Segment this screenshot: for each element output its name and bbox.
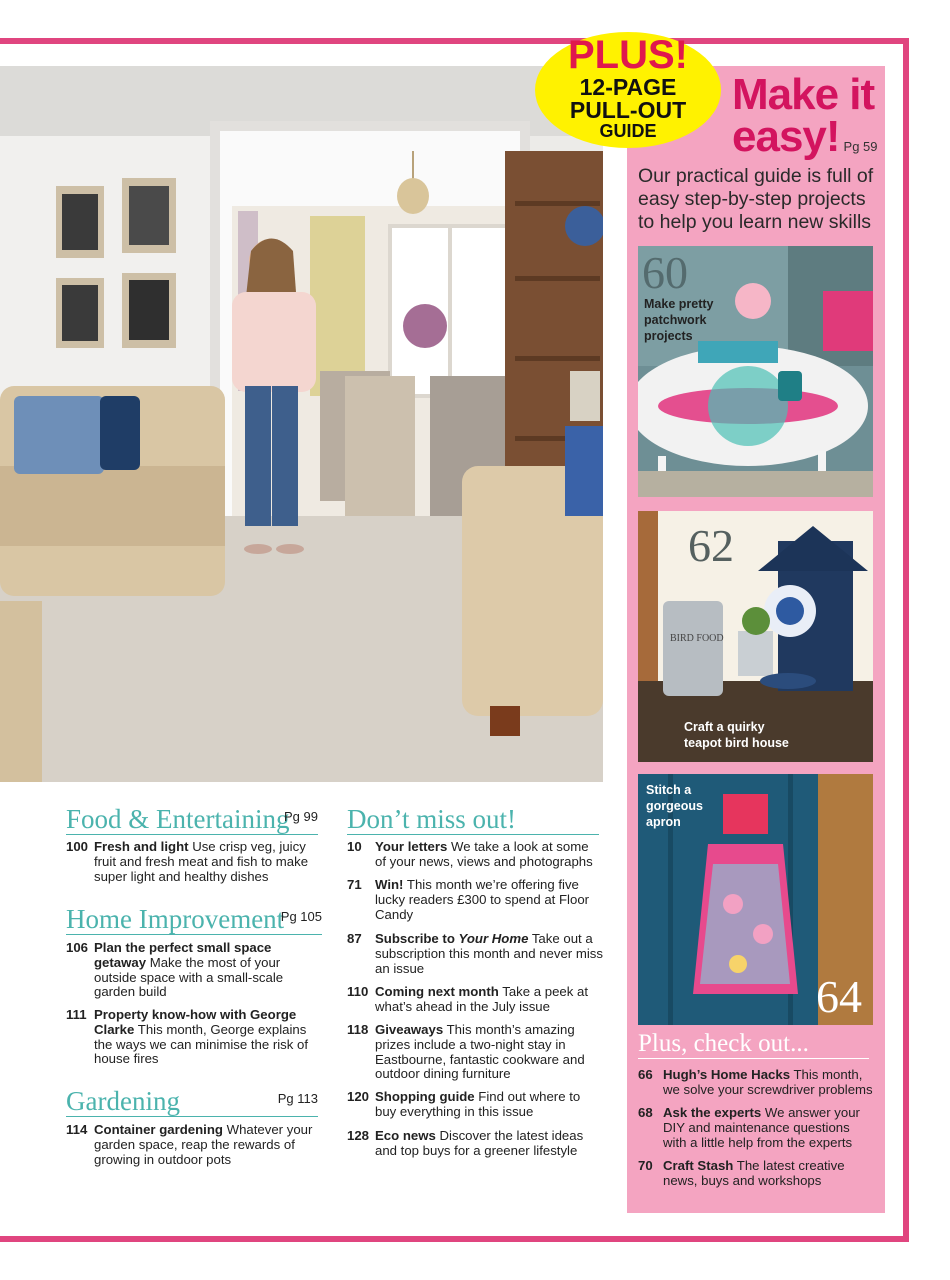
- plus-check-item: [638, 1106, 874, 1150]
- item-headline: Plan the perfect small space getaway: [94, 940, 272, 970]
- item-body: Use crisp veg, juicy fruit and fresh meat and fish to make super light and healthy dishes: [94, 839, 309, 884]
- item-body: This month’s amazing prizes include a two-night stay in Eastbourne, fantastic cookware and outdoor dining furniture: [375, 1022, 585, 1082]
- project-caption-60: Make pretty patchwork projects: [644, 297, 714, 343]
- teapot-birdhouse-photo: [638, 511, 873, 762]
- dont-miss-item: [347, 985, 603, 1015]
- item-body: Whatever your garden space, reap the rewards of growing in outdoor pots: [94, 1122, 313, 1167]
- badge-line1: 12-PAGE: [579, 74, 677, 100]
- item-headline: Subscribe to: [375, 931, 455, 946]
- patchwork-project-photo: [638, 246, 873, 497]
- pullout-guide-badge: [534, 30, 722, 150]
- item-page-number: 118: [347, 1022, 369, 1037]
- item-body: Take out a subscription this month and never miss an issue: [375, 931, 603, 976]
- item-headline: Hugh’s Home Hacks: [663, 1067, 791, 1082]
- badge-line3: GUIDE: [599, 121, 657, 141]
- dont-miss-item: [347, 840, 603, 870]
- item-body: Find out where to buy everything in this issue: [375, 1089, 581, 1119]
- dont-miss-section-heading: [347, 804, 599, 835]
- item-body: This month, George explains the ways we can minimise the risk of house fires: [94, 1021, 309, 1067]
- item-page-number: 106: [66, 940, 89, 955]
- item-page-number: 10: [347, 839, 362, 854]
- apron-project-photo: [638, 774, 873, 1025]
- item-headline: Coming next month: [375, 984, 499, 999]
- food-section-page-ref: Pg 99: [284, 809, 318, 824]
- dont-miss-item: [347, 932, 603, 976]
- badge-line2: PULL-OUT: [569, 97, 687, 123]
- guide-title: [732, 70, 892, 168]
- item-body: We take a look at some of your news, views and photographs: [375, 839, 593, 869]
- item-body: Discover the latest ideas and top buys for a greener lifestyle: [375, 1128, 584, 1158]
- home-item: [66, 941, 322, 1000]
- project-number-64: 64: [816, 971, 862, 1022]
- project-number-60: 60: [642, 247, 688, 298]
- project-number-62: 62: [688, 520, 734, 571]
- living-room-photo: [0, 66, 603, 782]
- item-headline: Eco news: [375, 1128, 436, 1143]
- item-page-number: 87: [347, 931, 362, 946]
- badge-plus-text: PLUS!: [568, 33, 688, 77]
- plus-check-item: [638, 1159, 874, 1189]
- home-section-title: Home Improvement: [66, 904, 285, 934]
- item-page-number: 128: [347, 1128, 370, 1143]
- item-page-number: 114: [66, 1122, 88, 1137]
- item-headline: Shopping guide: [375, 1089, 475, 1104]
- dont-miss-item: [347, 1129, 603, 1159]
- gardening-section-title: Gardening: [66, 1086, 180, 1116]
- dont-miss-item: [347, 1090, 603, 1120]
- food-section-heading: [66, 804, 318, 835]
- item-headline: Property know-how with George Clarke: [94, 1007, 297, 1037]
- item-body: This month, we solve your screwdriver problems: [663, 1067, 873, 1097]
- bird-food-label: BIRD FOOD: [670, 633, 724, 644]
- home-section-page-ref: Pg 105: [280, 909, 322, 924]
- item-page-number: 71: [347, 877, 362, 892]
- project-caption-62: Craft a quirky teapot bird house: [684, 720, 789, 750]
- item-body: We answer your DIY and maintenance questions with a little help from the experts: [663, 1105, 860, 1150]
- guide-title-line2: easy!: [732, 112, 840, 161]
- gardening-section-page-ref: Pg 113: [277, 1091, 318, 1106]
- item-headline: Your letters: [375, 839, 448, 854]
- project-caption-64: Stitch a gorgeous apron: [646, 783, 703, 829]
- item-body: This month we’re offering five lucky readers £300 to spend at Floor Candy: [375, 877, 590, 922]
- home-item: [66, 1008, 322, 1067]
- gardening-item: [66, 1123, 328, 1167]
- dont-miss-section-title: Don’t miss out!: [347, 804, 517, 834]
- item-page-number: 120: [347, 1089, 370, 1104]
- item-page-number: 66: [638, 1067, 653, 1082]
- plus-check-out-heading: Plus, check out...: [638, 1030, 869, 1059]
- item-page-number: 68: [638, 1105, 653, 1120]
- item-headline: Craft Stash: [663, 1158, 734, 1173]
- food-item: [66, 840, 328, 884]
- food-section-title: Food & Entertaining: [66, 804, 290, 834]
- item-headline-italic: Your Home: [458, 931, 529, 946]
- item-body: The latest creative news, buys and workshops: [663, 1158, 845, 1188]
- guide-title-line1: Make it: [732, 70, 875, 119]
- item-headline: Giveaways: [375, 1022, 444, 1037]
- item-page-number: 110: [347, 984, 369, 999]
- home-section-heading: [66, 904, 322, 935]
- dont-miss-item: [347, 1023, 603, 1082]
- item-headline: Container gardening: [94, 1122, 223, 1137]
- item-page-number: 111: [66, 1007, 87, 1022]
- item-headline: Win!: [375, 877, 404, 892]
- item-body: Make the most of your outside space with a small-scale garden build: [94, 954, 284, 1000]
- gardening-section-heading: [66, 1086, 318, 1117]
- item-headline: Ask the experts: [663, 1105, 762, 1120]
- dont-miss-item: [347, 878, 603, 922]
- guide-subtitle: Our practical guide is full of easy step-by-step projects to help you learn new skills: [638, 165, 874, 233]
- item-headline: Fresh and light: [94, 839, 189, 854]
- item-page-number: 70: [638, 1158, 653, 1173]
- item-body: Take a peek at what’s ahead in the July issue: [375, 984, 589, 1014]
- plus-check-item: [638, 1068, 874, 1098]
- item-page-number: 100: [66, 839, 89, 854]
- guide-page-ref: Pg 59: [843, 139, 878, 154]
